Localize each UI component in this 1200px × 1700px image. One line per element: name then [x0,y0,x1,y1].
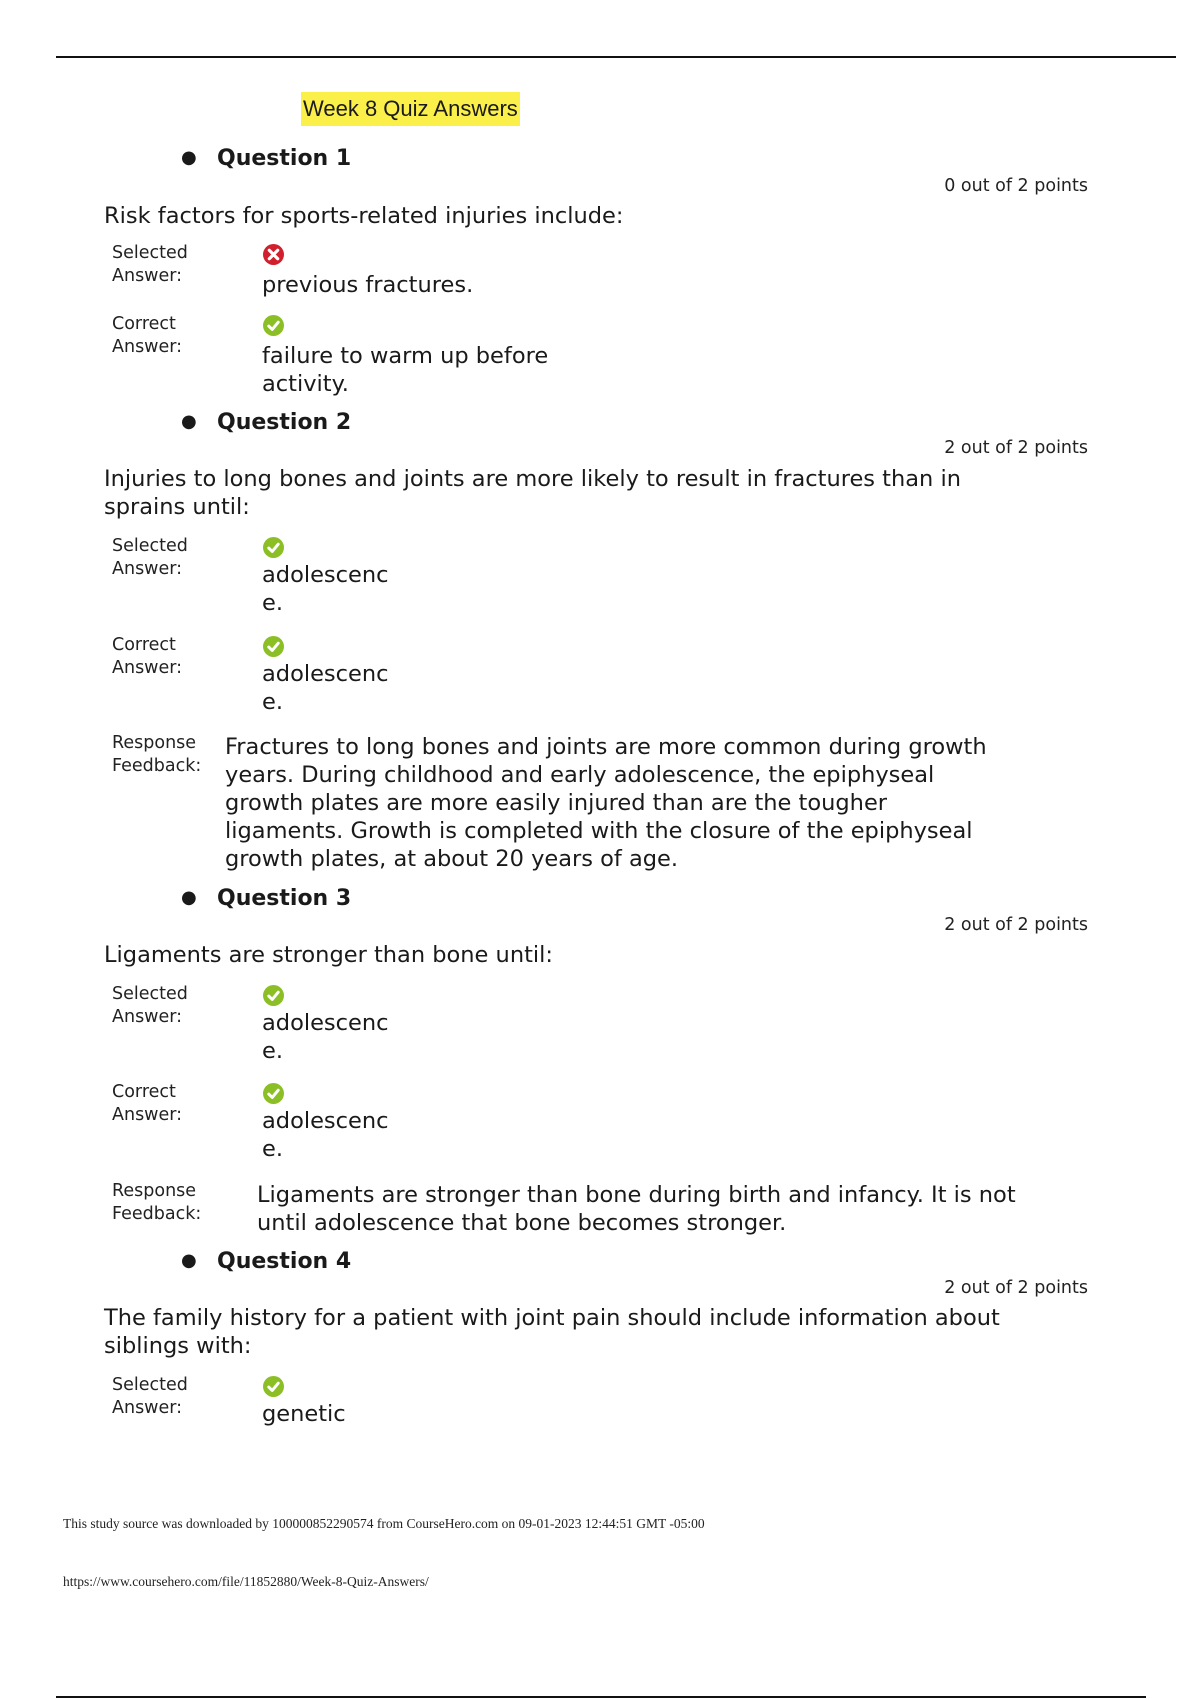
selected-answer: adolescence. [262,562,389,616]
download-notice: This study source was downloaded by 100000852290574 from CourseHero.com on 09-01-2023 12:44:51 GMT -05:00 [63,1516,705,1531]
source-url[interactable]: https://www.coursehero.com/file/11852880/Week-8-Quiz-Answers/ [63,1574,429,1589]
response-feedback-label: Response Feedback: [112,1181,202,1224]
correct-answer-label: Correct Answer: [112,1082,183,1125]
question-points: 2 out of 2 points [944,1278,1088,1298]
selected-answer: previous fractures. [262,272,474,298]
selected-answer: genetic [262,1401,346,1427]
question-heading: ● Question 4 [181,1249,352,1274]
selected-answer-label: Selected Answer: [112,1375,188,1418]
selected-answer: adolescence. [262,1010,389,1064]
x-circle-icon [263,244,284,265]
question-text: The family history for a patient with joint pain should include information about siblings with: [104,1305,1000,1359]
check-circle-icon [263,1376,284,1397]
response-feedback-label: Response Feedback: [112,733,202,776]
correct-answer: adolescence. [262,1108,389,1162]
question-text: Risk factors for sports-related injuries include: [104,203,624,229]
question-points: 2 out of 2 points [944,915,1088,935]
bottom-rule [56,1696,1146,1698]
check-circle-icon [263,315,284,336]
top-rule [56,56,1176,58]
check-circle-icon [263,537,284,558]
correct-answer-label: Correct Answer: [112,314,183,357]
question-text: Injuries to long bones and joints are more likely to result in fractures than in sprains until: [104,466,961,520]
check-circle-icon [263,1083,284,1104]
correct-answer-label: Correct Answer: [112,635,183,678]
check-circle-icon [263,636,284,657]
correct-answer: adolescence. [262,661,389,715]
response-feedback: Ligaments are stronger than bone during birth and infancy. It is not until adolescence that bone becomes stronger. [257,1182,1016,1236]
question-points: 0 out of 2 points [944,176,1088,196]
selected-answer-label: Selected Answer: [112,536,188,579]
selected-answer-label: Selected Answer: [112,243,188,286]
check-circle-icon [263,985,284,1006]
question-text: Ligaments are stronger than bone until: [104,942,553,968]
question-heading: ● Question 2 [181,410,352,435]
correct-answer: failure to warm up before activity. [262,343,549,397]
question-points: 2 out of 2 points [944,438,1088,458]
question-heading: ● Question 1 [181,146,352,171]
page-title: Week 8 Quiz Answers [301,92,520,126]
selected-answer-label: Selected Answer: [112,984,188,1027]
response-feedback: Fractures to long bones and joints are more common during growth years. During childhood and early adolescence, the epiphyseal growth plates are more easily injured than are the tougher ligaments. Growth is completed with the closure of the epiphyseal growth plates, at about 20 years of age. [225,734,987,872]
question-heading: ● Question 3 [181,886,352,911]
